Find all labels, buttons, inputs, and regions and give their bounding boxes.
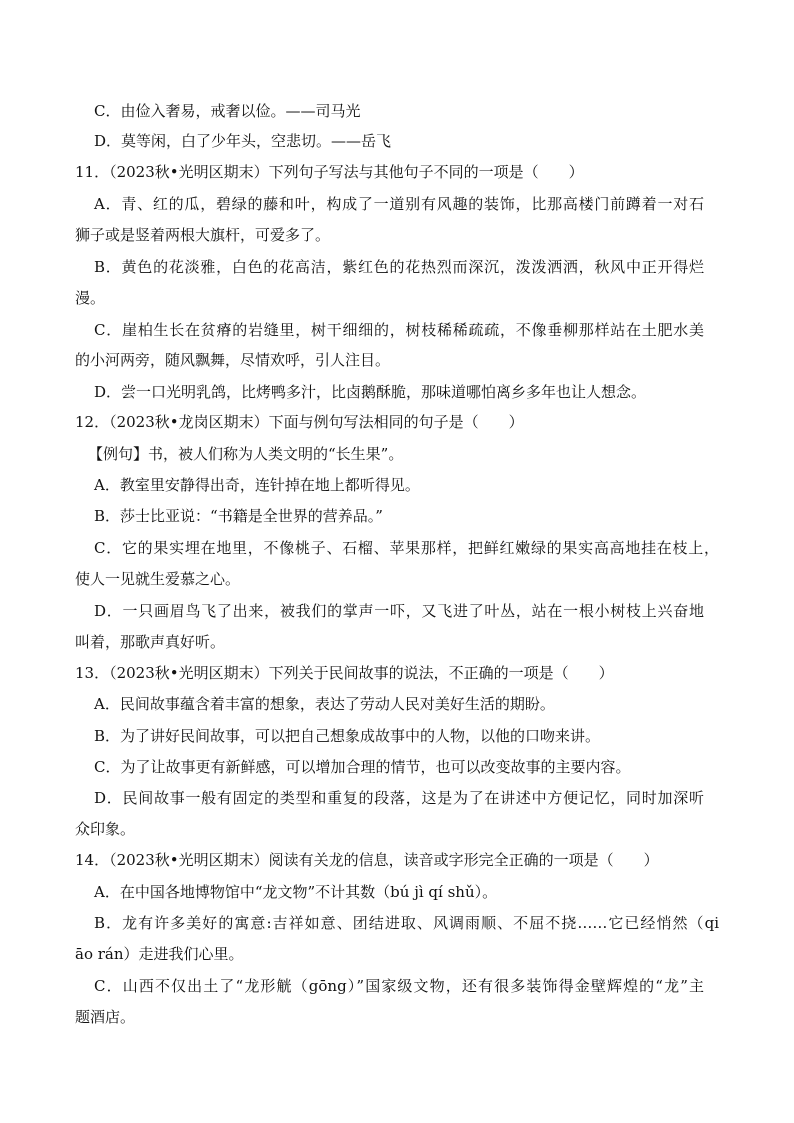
option-line: C．它的果实埋在地里，不像桃子、石榴、苹果那样，把鲜红嫩绿的果实高高地挂在枝上， (94, 539, 719, 557)
option-line: B．龙有许多美好的寓意:吉祥如意、团结进取、风调雨顺、不屈不挠……它已经悄然（qi (94, 914, 719, 932)
option-line-cont: 题酒店。 (75, 1008, 136, 1026)
option-line: A．民间故事蕴含着丰富的想象，表达了劳动人民对美好生活的期盼。 (94, 695, 555, 713)
option-line: C．为了让故事更有新鲜感，可以增加合理的情节，也可以改变故事的主要内容。 (94, 758, 631, 776)
option-line-cont: 叫着，那歌声真好听。 (75, 633, 226, 651)
option-line: A．教室里安静得出奇，连针掉在地上都听得见。 (94, 476, 420, 494)
option-line-cont: 众印象。 (75, 820, 136, 838)
option-line: B．为了讲好民间故事，可以把自己想象成故事中的人物，以他的口吻来讲。 (94, 727, 601, 745)
question-stem: 14．（2023秋•光明区期末）阅读有关龙的信息，读音或字形完全正确的一项是（ ） (75, 851, 659, 869)
question-stem: 11．（2023秋•光明区期末）下列句子写法与其他句子不同的一项是（ ） (75, 163, 584, 181)
option-line-cont: 的小河两旁，随风飘舞，尽情欢呼，引人注目。 (75, 351, 391, 369)
option-line: C．由俭入奢易，戒奢以俭。——司马光 (94, 102, 361, 120)
option-line: D．尝一口光明乳鸽，比烤鸭多汁，比卤鹅酥脆，那味道哪怕离乡多年也让人想念。 (94, 383, 647, 401)
question-stem: 12．（2023秋•龙岗区期末）下面与例句写法相同的句子是（ ） (75, 413, 524, 431)
option-line: D．民间故事一般有固定的类型和重复的段落，这是为了在讲述中方便记忆，同时加深听 (94, 789, 704, 807)
option-line: C．崖柏生长在贫瘠的岩缝里，树干细细的，树枝稀稀疏疏，不像垂柳那样站在土肥水美 (94, 321, 704, 339)
option-line-cont: 狮子或是竖着两根大旗杆，可爱多了。 (75, 226, 331, 244)
option-line: A．青、红的瓜，碧绿的藤和叶，构成了一道别有风趣的装饰，比那高楼门前蹲着一对石 (94, 195, 704, 213)
option-line: D．莫等闲，白了少年头，空悲切。——岳飞 (94, 132, 392, 150)
option-line: B．莎士比亚说：“书籍是全世界的营养品。” (94, 507, 383, 525)
option-line-cont: āo rán）走进我们心里。 (75, 945, 244, 963)
option-line: C．山西不仅出土了“龙形觥（gōng）”国家级文物，还有很多装饰得金壁辉煌的“龙”主 (94, 977, 704, 995)
question-stem: 13．（2023秋•光明区期末）下列关于民间故事的说法，不正确的一项是（ ） (75, 664, 614, 682)
example-sentence: 【例句】书，被人们称为人类文明的“长生果”。 (88, 445, 404, 463)
option-line: D．一只画眉鸟飞了出来，被我们的掌声一吓，又飞进了叶丛，站在一根小树枝上兴奋地 (94, 602, 704, 620)
option-line: B．黄色的花淡雅，白色的花高洁，紫红色的花热烈而深沉，泼泼洒洒，秋风中正开得烂 (94, 258, 704, 276)
option-line: A．在中国各地博物馆中“龙文物”不计其数（bú jì qí shǔ）。 (94, 883, 498, 901)
option-line-cont: 使人一见就生爱慕之心。 (75, 570, 241, 588)
option-line-cont: 漫。 (75, 289, 106, 307)
